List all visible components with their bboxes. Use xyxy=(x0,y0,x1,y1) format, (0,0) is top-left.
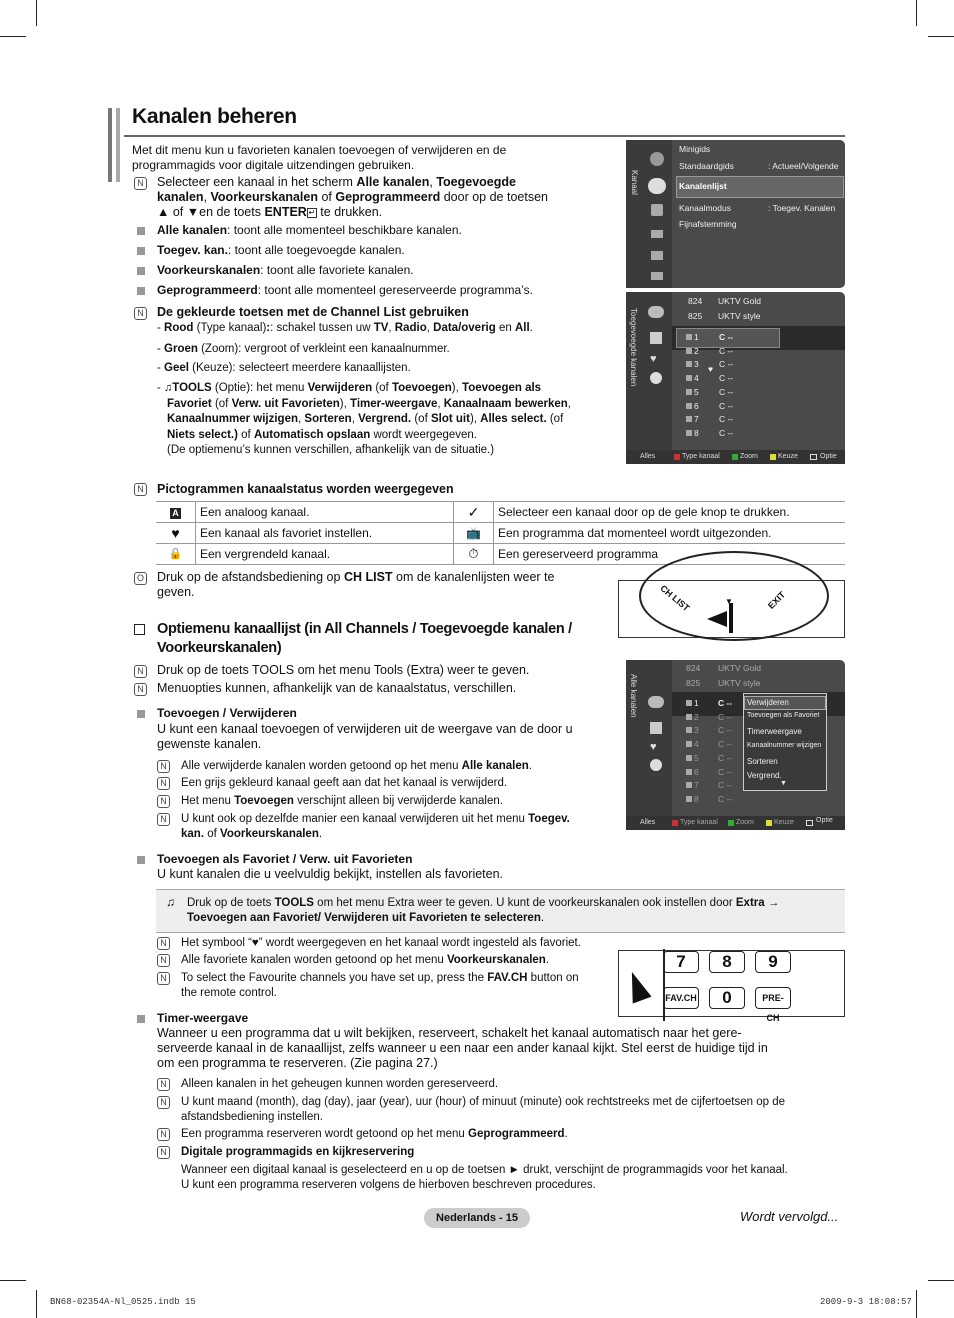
analog-icon xyxy=(686,348,692,354)
tv-icon: 📺 xyxy=(454,523,494,544)
key-9[interactable]: 9 xyxy=(755,951,791,973)
favoriet-text: U kunt kanalen die u veelvuldig bekijkt, instellen als favorieten. xyxy=(157,867,504,881)
channel-number[interactable]: 8 xyxy=(694,427,699,438)
analog-icon xyxy=(686,375,692,381)
toevoegen-text: U kunt een kanaal toevoegen of verwijderen uit de weergave van de door u gewenste kanalen. xyxy=(157,722,573,751)
all-channels-tools-screen xyxy=(626,660,845,830)
channel-name[interactable]: C -- xyxy=(718,752,733,763)
tools-note: Druk op de toets TOOLS om het menu Tools (Extra) weer te geven. xyxy=(157,663,530,677)
tools-icon: ♫ xyxy=(164,382,173,394)
bullet-icon xyxy=(137,227,145,235)
sub-note: Het symbool “♥” wordt weergegeven en het kanaal wordt ingesteld als favoriet. xyxy=(181,937,581,949)
channel-number[interactable]: 6 xyxy=(694,766,699,777)
analog-icon xyxy=(686,416,692,422)
bar-type: Type kanaal xyxy=(682,453,720,460)
table-row xyxy=(156,523,845,544)
tools-popup-menu xyxy=(743,693,827,791)
support-icon xyxy=(651,272,663,280)
channel-name[interactable]: C -- xyxy=(718,793,733,804)
ch-list-key[interactable]: CH LIST xyxy=(658,583,692,614)
sub-note: Wanneer een digitaal kanaal is geselecteerd en u op de toetsen ► drukt, verschijnt de programmagids voor het kanaal. U kunt een programma reserveren volgens de hierboven beschreven procedures. xyxy=(181,1164,788,1191)
note-icon: N xyxy=(157,777,170,790)
menu-value-standaardgids: : Actueel/Volgende xyxy=(768,161,839,171)
input-icon xyxy=(651,230,663,238)
crop-mark xyxy=(928,36,954,37)
bullet-icon xyxy=(137,710,145,718)
menu-item-kanalenlijst[interactable]: Kanalenlijst xyxy=(679,181,727,191)
bar-optie: Optie xyxy=(816,817,833,824)
clock-icon xyxy=(650,372,662,384)
app-icon xyxy=(651,251,663,260)
status-text: Een analoog kanaal. xyxy=(196,502,454,523)
sub-note: Alle favoriete kanalen worden getoond op het menu Voorkeurskanalen. xyxy=(181,954,550,966)
note-icon: N xyxy=(134,307,147,320)
status-text: Selecteer een kanaal door op de gele knop te drukken. xyxy=(498,505,790,519)
menu-item-kanaalmodus[interactable]: Kanaalmodus xyxy=(679,203,731,213)
channel-number[interactable]: 5 xyxy=(694,752,699,763)
added-icon xyxy=(650,722,662,734)
green-key-icon xyxy=(728,820,734,826)
heart-icon: ♥ xyxy=(156,523,196,544)
tools-icon: ♫ xyxy=(166,895,175,909)
channel-name[interactable]: C -- xyxy=(719,400,734,411)
remote-ch-list-illustration xyxy=(618,580,845,638)
section-box-icon xyxy=(134,624,145,635)
note-icon: N xyxy=(157,1146,170,1159)
bar-keuze: Keuze xyxy=(778,453,798,460)
analog-icon xyxy=(686,727,692,733)
channel-name[interactable]: C -- xyxy=(718,725,733,736)
key-7[interactable]: 7 xyxy=(663,951,699,973)
page-number-badge: Nederlands - 15 xyxy=(424,1208,530,1228)
channel-number[interactable]: 7 xyxy=(694,414,699,425)
menu-options-note: Menuopties kunnen, afhankelijk van de kanaalstatus, verschillen. xyxy=(157,681,517,695)
rood-line: - Rood (Type kanaal):: schakel tussen uw TV, Radio, Data/overig en All. xyxy=(157,322,533,334)
bar-alles: Alles xyxy=(640,453,656,460)
channel-name[interactable]: C -- xyxy=(718,711,733,722)
sidebar-label: Kanaal xyxy=(630,170,639,195)
tools-menu-item[interactable]: Timerweergave xyxy=(747,727,802,736)
pre-ch-key[interactable]: PRE-CH xyxy=(755,987,791,1009)
tools-menu-item[interactable]: Vergrend. xyxy=(747,771,782,780)
tools-menu-item[interactable]: Toevoegen als Favoriet xyxy=(747,712,820,719)
channel-name[interactable]: C -- xyxy=(718,780,733,791)
bar-type: Type kanaal xyxy=(680,819,718,826)
channel-name[interactable]: C -- xyxy=(719,373,734,384)
pointer-arrow-icon xyxy=(707,611,727,627)
channel-number[interactable]: 4 xyxy=(694,373,699,384)
heart-icon: ♥ xyxy=(650,353,657,365)
timer-text: Wanneer u een programma dat u wilt bekijken, reserveert, schakelt het kanaal automatisch naar het gere- serveerde kanaal in de kanaallijst, zelfs wanneer u een naar een ander kanaal kijkt. Stel eerst de huidige tijd in om een programma te reserveren. (Zie pagina 27.) xyxy=(157,1026,768,1070)
analog-icon xyxy=(686,389,692,395)
clock-icon xyxy=(650,759,662,771)
remote-note-icon: O xyxy=(134,572,147,585)
clock-icon: ⏱ xyxy=(454,544,494,565)
note-icon: N xyxy=(134,483,147,496)
sub-note: U kunt maand (month), dag (day), jaar (year), uur (hour) of minuut (minute) ook rechtstreeks met de cijfertoetsen op de afstandsbediening instellen. xyxy=(181,1096,786,1123)
bullet-voorkeurskanalen: Voorkeurskanalen: toont alle favoriete kanalen. xyxy=(157,263,414,277)
title-rule xyxy=(124,135,845,137)
bullet-geprogrammeerd: Geprogrammeerd: toont alle momenteel gereserveerde programma’s. xyxy=(157,283,533,297)
analog-icon: A xyxy=(156,502,196,523)
analog-icon xyxy=(686,361,692,367)
channel-number[interactable]: 2 xyxy=(694,711,699,722)
menu-item-minigids[interactable]: Minigids xyxy=(679,144,711,154)
top-name: UKTV style xyxy=(718,678,761,688)
all-icon xyxy=(648,306,664,318)
status-text: Een gereserveerd programma xyxy=(498,547,659,561)
favourite-heart: ♥ xyxy=(708,364,714,374)
top-name: UKTV Gold xyxy=(718,296,761,306)
note-icon: N xyxy=(157,972,170,985)
tools-menu-item[interactable]: Kanaalnummer wijzigen xyxy=(747,742,822,749)
toevoegen-heading: Toevoegen / Verwijderen xyxy=(157,706,297,720)
intro-line-2: programmagids voor digitale uitzendingen gebruiken. xyxy=(132,158,415,172)
title-bar-decoration xyxy=(108,108,112,182)
bar-keuze: Keuze xyxy=(774,819,794,826)
menu-item-standaardgids[interactable]: Standaardgids xyxy=(679,161,734,171)
channel-number[interactable]: 3 xyxy=(694,359,699,370)
analog-icon xyxy=(686,334,692,340)
groen-line: - Groen (Zoom): vergroot of verkleint een kanaalnummer. xyxy=(157,343,450,355)
timer-heading: Timer-weergave xyxy=(157,1011,249,1025)
ch-list-note: Druk op de afstandsbediening op CH LIST om de kanalenlijsten weer te geven. xyxy=(157,570,555,599)
menu-sidebar xyxy=(626,140,672,288)
channel-name[interactable]: C -- xyxy=(719,414,734,425)
crop-mark xyxy=(0,1280,26,1281)
status-text: Een kanaal als favoriet instellen. xyxy=(196,523,454,544)
crop-mark xyxy=(36,0,37,26)
channel-icon xyxy=(648,178,666,194)
note-icon: N xyxy=(157,937,170,950)
intro-line-1: Met dit menu kun u favorieten kanalen toevoegen of verwijderen en de xyxy=(132,143,507,157)
continued-label: Wordt vervolgd... xyxy=(740,1209,839,1224)
tools-menu-item[interactable]: Sorteren xyxy=(747,757,778,766)
menu-value-kanaalmodus: : Toegev. Kanalen xyxy=(768,203,836,213)
top-number: 824 xyxy=(688,296,703,306)
tools-key-icon xyxy=(810,454,817,460)
enter-icon: ↵ xyxy=(308,207,316,217)
sub-note-heading: Digitale programmagids en kijkreservering xyxy=(181,1146,415,1158)
added-channels-screen xyxy=(626,292,845,464)
crop-mark xyxy=(916,1290,917,1318)
analog-icon xyxy=(686,403,692,409)
bar-zoom: Zoom xyxy=(740,453,758,460)
channel-number[interactable]: 4 xyxy=(694,739,699,750)
note-icon: N xyxy=(157,1128,170,1141)
bullet-icon xyxy=(137,856,145,864)
top-number: 824 xyxy=(686,663,701,673)
exit-key[interactable]: EXIT xyxy=(765,589,788,611)
channel-name[interactable]: C -- xyxy=(719,359,734,370)
color-key-bar xyxy=(626,816,845,830)
channel-number[interactable]: 7 xyxy=(694,780,699,791)
check-icon: ✓ xyxy=(454,502,494,523)
sub-note: Een grijs gekleurd kanaal geeft aan dat het kanaal is verwijderd. xyxy=(181,777,508,789)
channel-name[interactable]: C -- xyxy=(719,332,734,342)
analog-icon xyxy=(686,769,692,775)
tools-box-text: Druk op de toets TOOLS om het menu Extra weer te geven. U kunt de voorkeurskanalen ook instellen door Extra → Toevoegen aan Favoriet/ Verwijderen uit Favorieten te selecteren. xyxy=(187,897,780,924)
sidebar-label: Toegevoegde kanalen xyxy=(629,308,638,387)
pointer-arrow-icon xyxy=(622,968,651,1003)
bullet-icon xyxy=(137,287,145,295)
note-select-channel: Selecteer een kanaal in het scherm Alle kanalen, Toegevoegde kanalen, Voorkeurskanalen of Geprogrammeerd door op de toetsen ▲ of ▼en de toets ENTER ↵ te drukken. xyxy=(157,175,548,219)
color-key-bar xyxy=(626,450,845,464)
picture-icon xyxy=(650,152,664,166)
note-icon: N xyxy=(134,683,147,696)
bullet-toegev-kan: Toegev. kan.: toont alle toegevoegde kanalen. xyxy=(157,243,405,257)
key-0[interactable]: 0 xyxy=(709,987,745,1009)
note-icon: N xyxy=(157,795,170,808)
favoriet-heading: Toevoegen als Favoriet / Verw. uit Favorieten xyxy=(157,852,413,866)
setup-icon xyxy=(651,204,663,216)
top-name: UKTV Gold xyxy=(718,663,761,673)
section-heading: Optiemenu kanaallijst (in All Channels / Toegevoegde kanalen / Voorkeurskanalen) xyxy=(157,621,572,656)
added-icon xyxy=(650,332,662,344)
page-title: Kanalen beheren xyxy=(132,105,297,128)
title-bar-decoration xyxy=(116,108,120,182)
bar-optie: Optie xyxy=(820,453,837,460)
channel-number[interactable]: 8 xyxy=(694,793,699,804)
sub-note: Alle verwijderde kanalen worden getoond op het menu Alle kanalen. xyxy=(181,760,532,772)
print-date: 2009-9-3 18:08:57 xyxy=(820,1297,912,1307)
channel-number[interactable]: 1 xyxy=(694,332,699,342)
geel-line: - Geel (Keuze): selecteert meerdere kanaallijsten. xyxy=(157,362,411,374)
channel-number[interactable]: 2 xyxy=(694,345,699,356)
red-key-icon xyxy=(674,454,680,460)
lock-icon: 🔒 xyxy=(156,544,196,565)
channel-name[interactable]: C -- xyxy=(719,345,734,356)
bullet-alle-kanalen: Alle kanalen: toont alle momenteel beschikbare kanalen. xyxy=(157,223,462,237)
table-row xyxy=(156,502,845,523)
tools-menu-item[interactable]: Verwijderen xyxy=(747,698,789,707)
bar-alles: Alles xyxy=(640,819,656,826)
channel-number[interactable]: 6 xyxy=(694,400,699,411)
analog-icon xyxy=(686,700,692,706)
analog-icon xyxy=(686,796,692,802)
crop-mark xyxy=(36,1290,37,1318)
note-icon: N xyxy=(157,813,170,826)
green-key-icon xyxy=(732,454,738,460)
sub-note: Een programma reserveren wordt getoond op het menu Geprogrammeerd. xyxy=(181,1128,568,1140)
sub-note: To select the Favourite channels you have set up, press the FAV.CH button on the remote control. xyxy=(181,972,579,999)
arrow-down-icon: ▼ xyxy=(725,597,733,606)
all-icon xyxy=(648,696,664,708)
note-icon: N xyxy=(157,1078,170,1091)
menu-item-fijnafstemming[interactable]: Fijnafstemming xyxy=(679,219,737,229)
channel-number[interactable]: 3 xyxy=(694,725,699,736)
tools-paragraph: - ♫TOOLS (Optie): het menu Verwijderen (of Toevoegen), Toevoegen als Favoriet (of Verw. uit Favorieten), Timer-weergave, Kanaalnaam bewerken, Kanaalnummer wijzigen, Sorteren, Vergrend. (of Slot uit), Alles select. (of Niets select.) of Automatisch opslaan wordt weergegeven. (De optiemenu’s kunnen verschillen, afhankelijk van de situatie.) xyxy=(157,382,571,456)
analog-icon xyxy=(686,755,692,761)
top-number: 825 xyxy=(688,311,703,321)
sidebar-label: Alle kanalen xyxy=(629,674,638,718)
colored-keys-heading: De gekleurde toetsen met de Channel List gebruiken xyxy=(157,305,469,319)
bullet-icon xyxy=(137,267,145,275)
channel-menu-screen xyxy=(626,140,845,288)
tools-key-icon xyxy=(806,820,813,826)
crop-mark xyxy=(916,0,917,26)
file-info: BN68-02354A-Nl_0525.indb 15 xyxy=(50,1297,196,1307)
red-key-icon xyxy=(672,820,678,826)
channel-name[interactable]: C -- xyxy=(719,427,734,438)
note-icon: N xyxy=(157,954,170,967)
key-8[interactable]: 8 xyxy=(709,951,745,973)
channel-name[interactable]: C -- xyxy=(719,386,734,397)
analog-icon xyxy=(686,714,692,720)
heart-icon: ♥ xyxy=(650,741,657,753)
scroll-down-icon[interactable]: ▼ xyxy=(780,780,787,787)
channel-name[interactable]: C -- xyxy=(718,739,733,750)
note-icon: N xyxy=(134,177,147,190)
channel-number[interactable]: 1 xyxy=(694,698,699,708)
status-icons-heading: Pictogrammen kanaalstatus worden weergegeven xyxy=(157,482,454,496)
yellow-key-icon xyxy=(766,820,772,826)
bar-zoom: Zoom xyxy=(736,819,754,826)
channel-name[interactable]: C -- xyxy=(718,698,733,708)
top-number: 825 xyxy=(686,678,701,688)
note-icon: N xyxy=(157,760,170,773)
channel-number[interactable]: 5 xyxy=(694,386,699,397)
status-text: Een programma dat momenteel wordt uitgezonden. xyxy=(498,526,772,540)
analog-icon xyxy=(686,741,692,747)
status-text: Een vergrendeld kanaal. xyxy=(196,544,454,565)
sub-note: Alleen kanalen in het geheugen kunnen worden gereserveerd. xyxy=(181,1078,499,1090)
yellow-key-icon xyxy=(770,454,776,460)
pointer-bar xyxy=(729,603,733,633)
analog-icon xyxy=(686,782,692,788)
note-icon: N xyxy=(134,665,147,678)
top-name: UKTV style xyxy=(718,311,761,321)
note-icon: N xyxy=(157,1096,170,1109)
sub-note: Het menu Toevoegen verschijnt alleen bij verwijderde kanalen. xyxy=(181,795,503,807)
remote-fav-ch-illustration xyxy=(618,950,845,1023)
sub-note: U kunt ook op dezelfde manier een kanaal verwijderen uit het menu Toegev. kan. of Voorkeurskanalen. xyxy=(181,813,570,840)
channel-name[interactable]: C -- xyxy=(718,766,733,777)
crop-mark xyxy=(0,36,26,37)
crop-mark xyxy=(928,1280,954,1281)
analog-icon xyxy=(686,430,692,436)
fav-ch-key[interactable]: FAV.CH xyxy=(663,987,699,1009)
bullet-icon xyxy=(137,247,145,255)
bullet-icon xyxy=(137,1015,145,1023)
status-table xyxy=(156,501,845,561)
